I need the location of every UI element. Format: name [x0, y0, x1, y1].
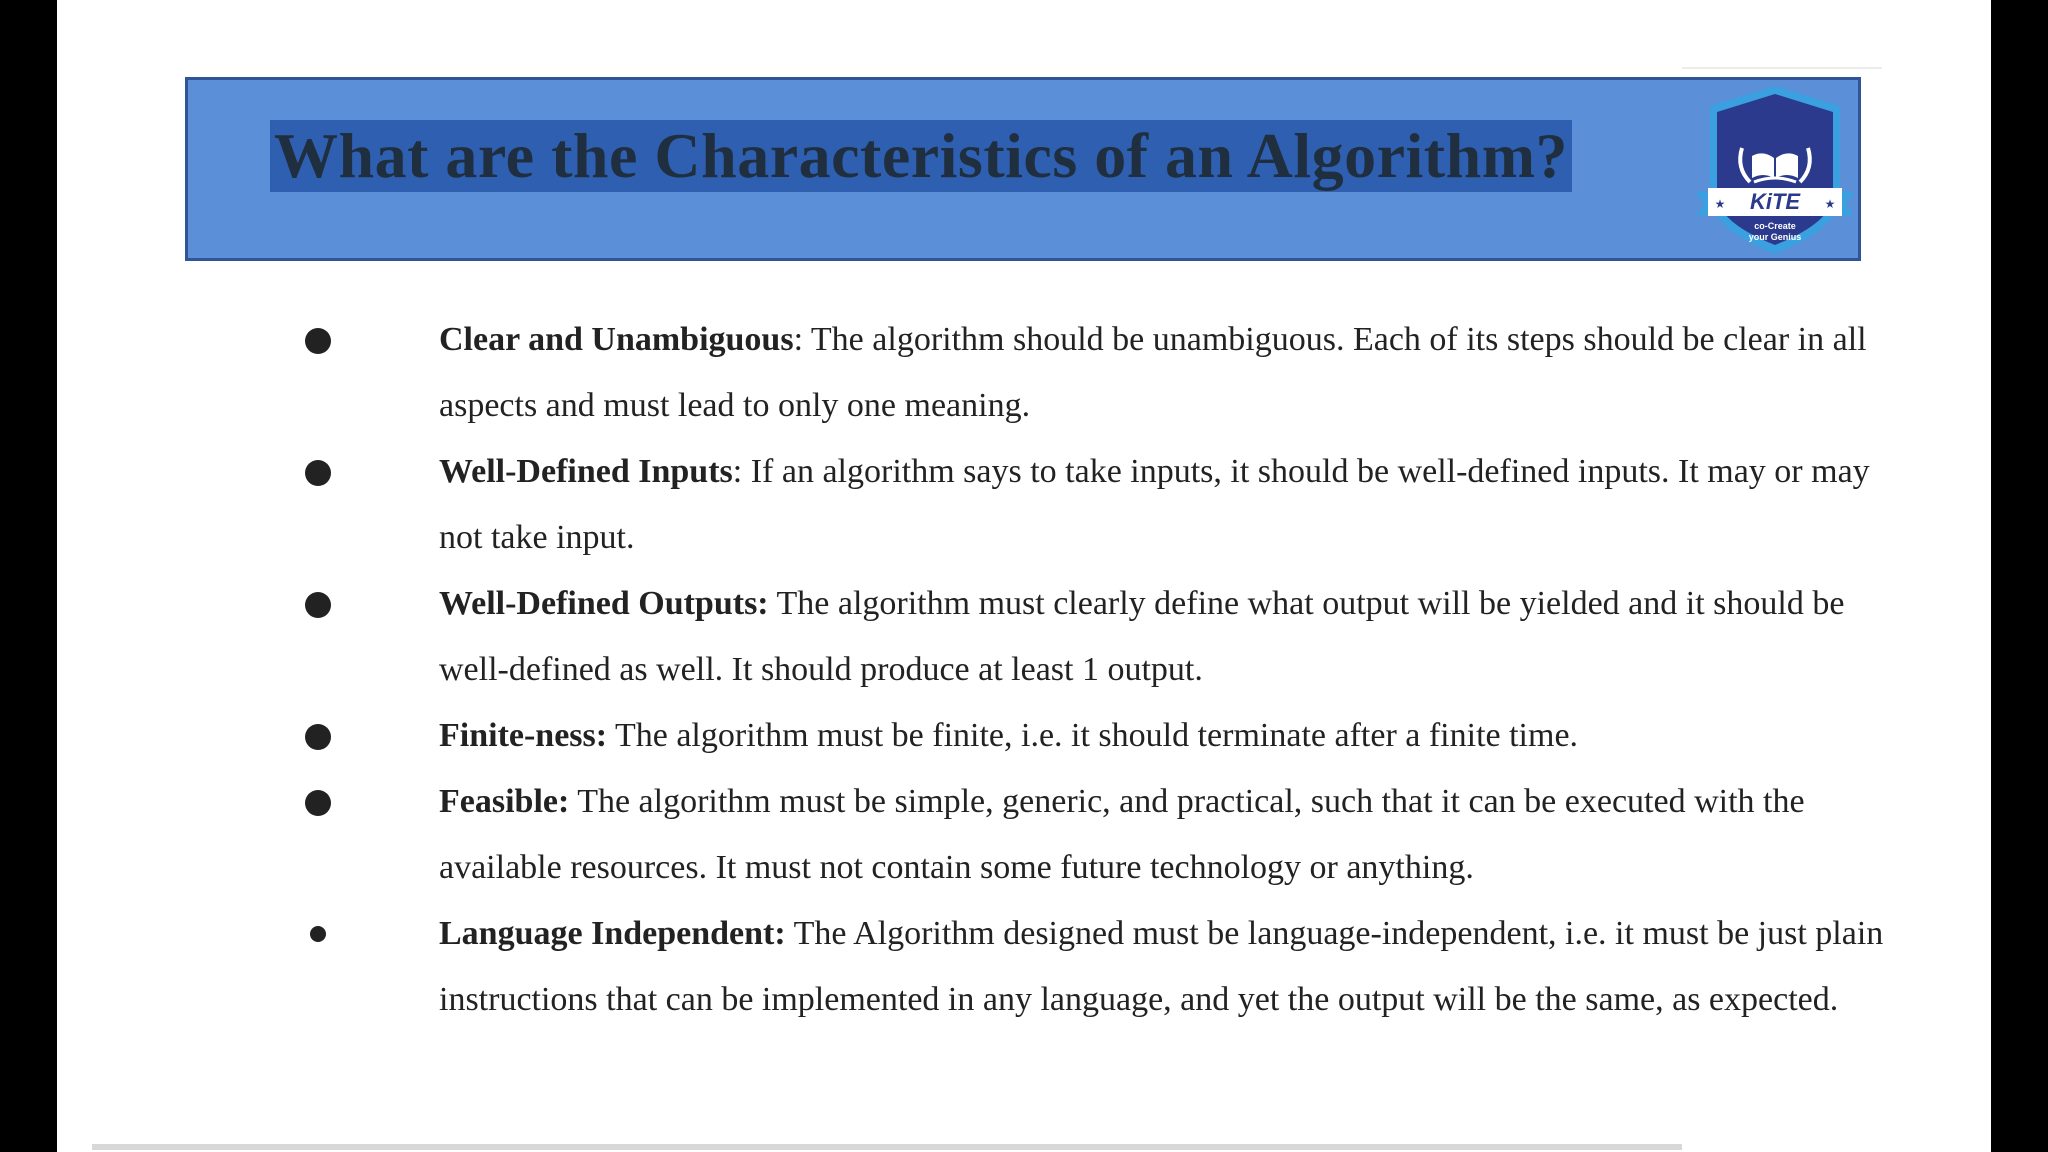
list-item [305, 703, 1905, 769]
bullet-term: Finite-ness: [439, 717, 608, 754]
bullet-icon [305, 790, 331, 816]
bullet-separator: : [793, 321, 804, 358]
list-item [305, 769, 1905, 901]
bullet-icon [305, 328, 331, 354]
bullet-term: Feasible: [439, 783, 570, 820]
bullet-text: The Algorithm designed must be language-independent, i.e. it must be just plain instructions that can be implemented in any language, and yet the output will be the same, as expected. [439, 915, 1884, 1018]
list-item [305, 571, 1905, 703]
bullet-text: The algorithm must be simple, generic, and practical, such that it can be executed with the available resources. It must not contain some future technology or anything. [439, 783, 1805, 886]
list-item [305, 901, 1905, 1033]
divider-line [1682, 67, 1882, 69]
bullet-icon [310, 926, 326, 942]
logo-brand: KiTE [1749, 189, 1801, 214]
bullet-term: Well-Defined Inputs [439, 453, 733, 490]
bullet-text: The algorithm must be finite, i.e. it should terminate after a finite time. [607, 717, 1579, 754]
characteristics-list [305, 307, 1905, 1033]
book-icon [1752, 153, 1774, 178]
slide-canvas [57, 0, 1991, 1152]
svg-text:★: ★ [1714, 197, 1726, 211]
list-item [305, 439, 1905, 571]
bullet-term: Language Independent: [439, 915, 786, 952]
bullet-text: The algorithm should be unambiguous. Each of its steps should be clear in all aspects and must lead to only one meaning. [439, 321, 1867, 424]
bullet-text: If an algorithm says to take inputs, it should be well-defined inputs. It may or may not take input. [439, 453, 1870, 556]
list-item [305, 307, 1905, 439]
bullet-icon [305, 724, 331, 750]
kite-logo [1690, 78, 1860, 258]
bullet-term: Well-Defined Outputs: [439, 585, 769, 622]
slide-title: What are the Characteristics of an Algorithm? [274, 120, 1568, 191]
svg-text:★: ★ [1824, 197, 1836, 211]
logo-tagline-2: your Genius [1748, 232, 1802, 242]
bullet-text: The algorithm must clearly define what output will be yielded and it should be well-defined as well. It should produce at least 1 output. [439, 585, 1845, 688]
scroll-track [92, 1144, 1682, 1150]
title-highlight [270, 120, 1572, 192]
bullet-separator: : [732, 453, 743, 490]
logo-tagline-1: co-Create [1754, 221, 1796, 231]
bullet-icon [305, 592, 331, 618]
bullet-term: Clear and Unambiguous [439, 321, 794, 358]
bullet-icon [305, 460, 331, 486]
